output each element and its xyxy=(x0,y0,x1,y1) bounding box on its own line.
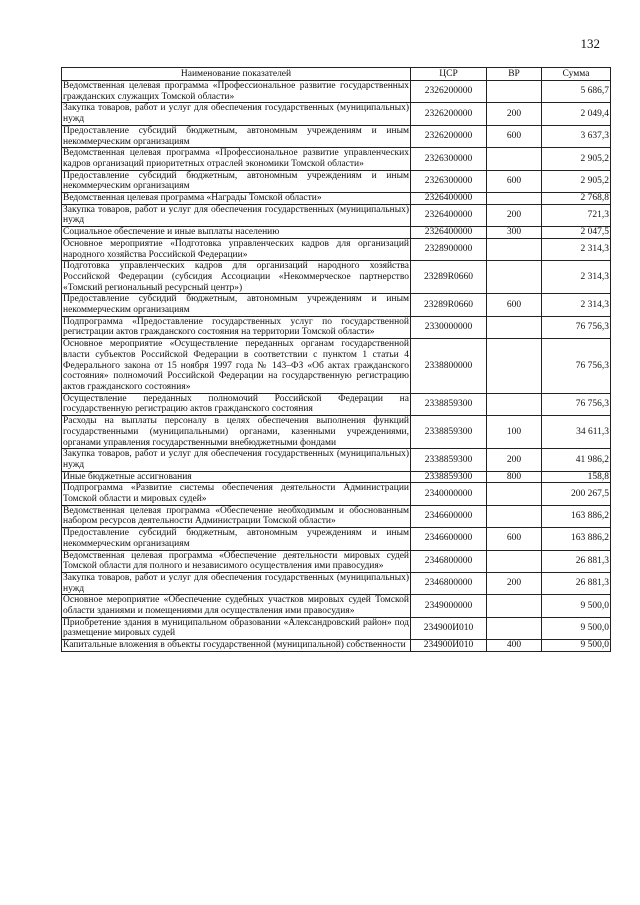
row-sum: 41 986,2 xyxy=(542,449,611,471)
page-number: 132 xyxy=(580,36,600,51)
row-name: Предоставление субсидий бюджетным, автономным учреждениям и иным некоммерческим организациям xyxy=(63,125,409,147)
table-row xyxy=(62,416,611,449)
row-sum: 26 881,3 xyxy=(542,550,611,572)
row-vr: 200 xyxy=(487,572,542,594)
row-csr: 2328900000 xyxy=(411,238,487,260)
row-name: Закупка товаров, работ и услуг для обеспечения государственных (муниципальных) нужд xyxy=(63,103,409,125)
row-vr: 600 xyxy=(487,125,542,147)
row-name: Предоставление субсидий бюджетным, автономным учреждениям и иным некоммерческим организациям xyxy=(63,170,409,192)
row-vr xyxy=(487,316,542,338)
row-csr: 2326200000 xyxy=(411,103,487,125)
row-name: Ведомственная целевая программа «Обеспечение необходимым и обоснованным набором ресурсов деятельности Администрации Томской области» xyxy=(63,505,409,527)
table-row xyxy=(62,595,611,617)
row-csr: 2330000000 xyxy=(411,316,487,338)
header-csr: ЦСР xyxy=(411,68,487,81)
row-sum: 26 881,3 xyxy=(542,572,611,594)
row-sum: 163 886,2 xyxy=(542,505,611,527)
row-vr xyxy=(487,339,542,394)
row-csr: 2346600000 xyxy=(411,528,487,550)
row-csr: 2326200000 xyxy=(411,81,487,103)
row-name: Основное мероприятие «Подготовка управленческих кадров для организаций народного хозяйства Российской Федерации» xyxy=(63,238,409,260)
row-name: Основное мероприятие «Осуществление переданных органам государственной власти субъектов Российской Федерации в соответствии с пунктом 1 статьи 4 Федерального закона от 15 ноября 1997 года № 143–ФЗ «Об актах гражданского состояния» полномочий Российской Федерации на государственную регистрацию актов гражданского состояния» xyxy=(63,339,409,392)
row-vr: 800 xyxy=(487,471,542,483)
row-csr: 23289R0660 xyxy=(411,294,487,316)
row-vr xyxy=(487,261,542,294)
row-vr xyxy=(487,595,542,617)
row-csr: 234900И010 xyxy=(411,617,487,639)
row-sum: 3 637,3 xyxy=(542,125,611,147)
row-sum: 2 314,3 xyxy=(542,238,611,260)
table-row xyxy=(62,193,611,205)
row-vr: 100 xyxy=(487,416,542,449)
row-name: Капитальные вложения в объекты государственной (муниципальной) собственности xyxy=(62,640,411,652)
header-name: Наименование показателей xyxy=(62,68,411,81)
header-vr: ВР xyxy=(487,68,542,81)
row-csr: 2326400000 xyxy=(411,193,487,205)
row-csr: 2338859300 xyxy=(411,471,487,483)
table-row xyxy=(62,81,611,103)
table-row xyxy=(62,238,611,260)
row-csr: 2349000000 xyxy=(411,595,487,617)
table-row xyxy=(62,505,611,527)
row-name: Основное мероприятие «Обеспечение судебных участков мировых судей Томской области зданиями и помещениями для осуществления ими правосудия» xyxy=(63,595,409,617)
row-name: Подпрограмма «Развитие системы обеспечения деятельности Администрации Томской области и мировых судей» xyxy=(63,483,409,505)
table-row xyxy=(62,316,611,338)
row-vr: 200 xyxy=(487,103,542,125)
row-vr xyxy=(487,81,542,103)
row-name: Предоставление субсидий бюджетным, автономным учреждениям и иным некоммерческим организациям xyxy=(63,528,409,549)
row-name: Ведомственная целевая программа «Профессиональное развитие управленческих кадров организаций приоритетных отраслей экономики Томской области» xyxy=(63,148,409,169)
row-vr: 300 xyxy=(487,227,542,239)
row-csr: 2346800000 xyxy=(411,572,487,594)
row-sum: 34 611,3 xyxy=(542,416,611,449)
row-vr xyxy=(487,505,542,527)
row-csr: 2326400000 xyxy=(411,204,487,226)
row-sum: 2 314,3 xyxy=(542,294,611,316)
table-row xyxy=(62,227,611,239)
row-csr: 2326400000 xyxy=(411,227,487,239)
table-row xyxy=(62,339,611,394)
row-csr: 2338859300 xyxy=(411,449,487,471)
row-csr: 2340000000 xyxy=(411,483,487,505)
row-name: Ведомственная целевая программа «Обеспечение деятельности мировых судей Томской области для полного и независимого осуществления ими правосудия» xyxy=(63,550,409,572)
row-sum: 2 905,2 xyxy=(542,170,611,192)
row-vr xyxy=(487,238,542,260)
row-csr: 2326300000 xyxy=(411,148,487,170)
row-name: Подготовка управленческих кадров для организаций народного хозяйства Российской Федерации (субсидия Ассоциации «Некоммерческое партнерство «Томский региональный ресурсный центр») xyxy=(63,261,409,293)
row-vr: 400 xyxy=(487,640,542,652)
row-csr: 2346600000 xyxy=(411,505,487,527)
table-row xyxy=(62,471,611,483)
row-sum: 2 768,8 xyxy=(542,193,611,205)
table-row xyxy=(62,449,611,471)
row-name: Закупка товаров, работ и услуг для обеспечения государственных (муниципальных) нужд xyxy=(63,572,409,594)
row-vr xyxy=(487,148,542,170)
row-name: Закупка товаров, работ и услуг для обеспечения государственных (муниципальных) нужд xyxy=(63,449,409,470)
row-sum: 158,8 xyxy=(542,471,611,483)
row-vr xyxy=(487,617,542,639)
row-csr: 2326300000 xyxy=(411,170,487,192)
row-sum: 2 905,2 xyxy=(542,148,611,170)
row-name: Осуществление переданных полномочий Российской Федерации на государственную регистрацию актов гражданского состояния xyxy=(63,393,409,415)
row-name: Иные бюджетные ассигнования xyxy=(62,471,411,483)
row-vr: 600 xyxy=(487,294,542,316)
row-sum: 76 756,3 xyxy=(542,339,611,394)
row-sum: 9 500,0 xyxy=(542,617,611,639)
row-sum: 2 314,3 xyxy=(542,261,611,294)
row-vr: 600 xyxy=(487,528,542,550)
row-name: Ведомственная целевая программа «Награды Томской области» xyxy=(62,193,411,205)
row-vr: 600 xyxy=(487,170,542,192)
row-csr: 2326200000 xyxy=(411,125,487,147)
table-row xyxy=(62,261,611,294)
table-row xyxy=(62,148,611,170)
row-vr xyxy=(487,550,542,572)
table-row xyxy=(62,617,611,639)
row-vr: 200 xyxy=(487,204,542,226)
table-row xyxy=(62,204,611,226)
row-sum: 2 049,4 xyxy=(542,103,611,125)
row-sum: 2 047,5 xyxy=(542,227,611,239)
table-row xyxy=(62,103,611,125)
table-row xyxy=(62,125,611,147)
row-name: Ведомственная целевая программа «Профессиональное развитие государственных гражданских служащих Томской области» xyxy=(63,81,409,102)
table-row xyxy=(62,572,611,594)
row-sum: 721,3 xyxy=(542,204,611,226)
row-name: Расходы на выплаты персоналу в целях обеспечения выполнения функций государственными (муниципальными) органами, казенными учреждениями, органами управления государственными внебюджетными фондами xyxy=(63,416,409,448)
table-header-row xyxy=(62,68,611,81)
row-sum: 9 500,0 xyxy=(542,595,611,617)
row-csr: 2338859300 xyxy=(411,416,487,449)
table-row xyxy=(62,528,611,550)
row-sum: 76 756,3 xyxy=(542,393,611,415)
row-sum: 5 686,7 xyxy=(542,81,611,103)
row-name: Приобретение здания в муниципальном образовании «Александровский район» под размещение мировых судей xyxy=(63,617,409,639)
row-csr: 2346800000 xyxy=(411,550,487,572)
row-vr xyxy=(487,483,542,505)
row-name: Предоставление субсидий бюджетным, автономным учреждениям и иным некоммерческим организациям xyxy=(63,294,409,316)
row-name: Подпрограмма «Предоставление государственных услуг по государственной регистрации актов гражданского состояния на территории Томской области» xyxy=(63,316,409,338)
row-vr xyxy=(487,393,542,415)
table-row xyxy=(62,393,611,415)
table-row xyxy=(62,294,611,316)
row-sum: 163 886,2 xyxy=(542,528,611,550)
row-csr: 23289R0660 xyxy=(411,261,487,294)
row-csr: 2338800000 xyxy=(411,339,487,394)
row-csr: 2338859300 xyxy=(411,393,487,415)
row-sum: 200 267,5 xyxy=(542,483,611,505)
table-row xyxy=(62,550,611,572)
table-row xyxy=(62,483,611,505)
row-vr: 200 xyxy=(487,449,542,471)
budget-table xyxy=(61,67,611,652)
header-sum: Сумма xyxy=(542,68,611,81)
table-row xyxy=(62,640,611,652)
row-vr xyxy=(487,193,542,205)
table-body xyxy=(62,81,611,652)
table-row xyxy=(62,170,611,192)
row-name: Социальное обеспечение и иные выплаты населению xyxy=(62,227,411,239)
row-sum: 76 756,3 xyxy=(542,316,611,338)
row-name: Закупка товаров, работ и услуг для обеспечения государственных (муниципальных) нужд xyxy=(63,204,409,226)
row-sum: 9 500,0 xyxy=(542,640,611,652)
row-csr: 234900И010 xyxy=(411,640,487,652)
